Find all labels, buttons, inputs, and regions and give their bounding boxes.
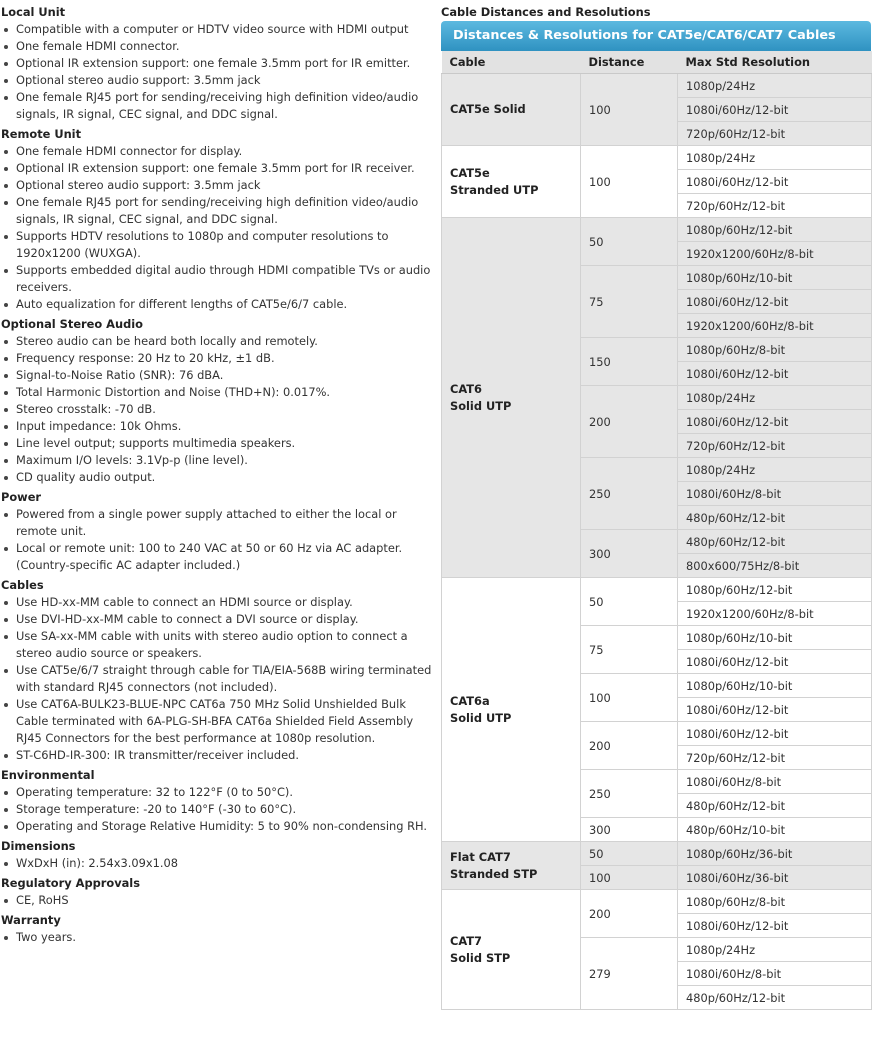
- spec-item: One female HDMI connector.: [1, 38, 433, 55]
- spec-list: [1, 929, 433, 946]
- spec-item: Two years.: [1, 929, 433, 946]
- distance-cell: 150: [581, 338, 678, 386]
- section-title: Dimensions: [1, 839, 76, 853]
- section-title: Cables: [1, 578, 44, 592]
- specifications-panel: [1, 4, 433, 946]
- resolution-cell: 1080i/60Hz/8-bit: [678, 770, 872, 794]
- cable-name-cell: Flat CAT7 Stranded STP: [442, 842, 581, 890]
- distance-cell: 100: [581, 74, 678, 146]
- resolution-cell: 1080p/24Hz: [678, 74, 872, 98]
- spec-item: Use DVI-HD-xx-MM cable to connect a DVI source or display.: [1, 611, 433, 628]
- table-row: [442, 578, 872, 602]
- resolution-cell: 1080i/60Hz/12-bit: [678, 290, 872, 314]
- resolution-cell: 1080i/60Hz/12-bit: [678, 170, 872, 194]
- spec-item: Local or remote unit: 100 to 240 VAC at 50 or 60 Hz via AC adapter. (Country-specific AC adapter included.): [1, 540, 433, 574]
- resolution-cell: 720p/60Hz/12-bit: [678, 122, 872, 146]
- resolution-cell: 1080p/24Hz: [678, 386, 872, 410]
- spec-item: Stereo audio can be heard both locally and remotely.: [1, 333, 433, 350]
- resolution-cell: 1080i/60Hz/12-bit: [678, 914, 872, 938]
- cable-distances-table: [441, 51, 872, 1010]
- resolution-cell: 1920x1200/60Hz/8-bit: [678, 602, 872, 626]
- section-title: Local Unit: [1, 5, 66, 19]
- spec-item: Optional IR extension support: one female 3.5mm port for IR receiver.: [1, 160, 433, 177]
- resolution-cell: 1080p/60Hz/10-bit: [678, 626, 872, 650]
- resolution-cell: 1080p/60Hz/10-bit: [678, 674, 872, 698]
- section-title: Power: [1, 490, 42, 504]
- resolution-cell: 1080i/60Hz/12-bit: [678, 98, 872, 122]
- resolution-cell: 1080i/60Hz/12-bit: [678, 698, 872, 722]
- resolution-cell: 1080i/60Hz/12-bit: [678, 650, 872, 674]
- spec-list: [1, 892, 433, 909]
- spec-list: [1, 855, 433, 872]
- resolution-cell: 1080p/24Hz: [678, 146, 872, 170]
- spec-item: Optional IR extension support: one female 3.5mm port for IR emitter.: [1, 55, 433, 72]
- section-title: Optional Stereo Audio: [1, 317, 143, 331]
- resolution-cell: 1080p/60Hz/12-bit: [678, 218, 872, 242]
- spec-item: Supports embedded digital audio through HDMI compatible TVs or audio receivers.: [1, 262, 433, 296]
- spec-list: [1, 594, 433, 764]
- distance-cell: 100: [581, 866, 678, 890]
- distance-cell: 100: [581, 674, 678, 722]
- table-banner: Distances & Resolutions for CAT5e/CAT6/CAT7 Cables: [441, 21, 871, 51]
- resolution-cell: 1920x1200/60Hz/8-bit: [678, 242, 872, 266]
- table-header-row: [442, 51, 872, 74]
- resolution-cell: 1080i/60Hz/8-bit: [678, 482, 872, 506]
- section-title: Warranty: [1, 913, 61, 927]
- distance-cell: 100: [581, 146, 678, 218]
- table-row: [442, 218, 872, 242]
- spec-item: Frequency response: 20 Hz to 20 kHz, ±1 dB.: [1, 350, 433, 367]
- cable-distances-panel: [441, 4, 871, 1010]
- resolution-cell: 1080p/60Hz/8-bit: [678, 338, 872, 362]
- resolution-cell: 1080i/60Hz/12-bit: [678, 722, 872, 746]
- spec-item: Use CAT6A-BULK23-BLUE-NPC CAT6a 750 MHz Solid Unshielded Bulk Cable terminated with 6A-PLG-SH-BFA CAT6a Shielded Field Assembly RJ45 Connectors for the best performance at 1080p resolution.: [1, 696, 433, 747]
- cable-name-cell: CAT6a Solid UTP: [442, 578, 581, 842]
- distance-cell: 50: [581, 578, 678, 626]
- distance-cell: 279: [581, 938, 678, 1010]
- resolution-cell: 480p/60Hz/12-bit: [678, 794, 872, 818]
- spec-item: Optional stereo audio support: 3.5mm jack: [1, 177, 433, 194]
- spec-item: Line level output; supports multimedia speakers.: [1, 435, 433, 452]
- spec-item: Operating temperature: 32 to 122°F (0 to 50°C).: [1, 784, 433, 801]
- resolution-cell: 1080i/60Hz/36-bit: [678, 866, 872, 890]
- table-row: [442, 146, 872, 170]
- spec-item: One female RJ45 port for sending/receiving high definition video/audio signals, IR signal, CEC signal, and DDC signal.: [1, 194, 433, 228]
- resolution-cell: 480p/60Hz/12-bit: [678, 506, 872, 530]
- distance-cell: 200: [581, 386, 678, 458]
- resolution-cell: 1080i/60Hz/12-bit: [678, 410, 872, 434]
- cable-name-cell: CAT5e Stranded UTP: [442, 146, 581, 218]
- distance-cell: 300: [581, 530, 678, 578]
- spec-list: [1, 784, 433, 835]
- spec-item: Total Harmonic Distortion and Noise (THD+N): 0.017%.: [1, 384, 433, 401]
- spec-item: Maximum I/O levels: 3.1Vp-p (line level).: [1, 452, 433, 469]
- resolution-cell: 720p/60Hz/12-bit: [678, 434, 872, 458]
- table-row: [442, 842, 872, 866]
- distance-cell: 75: [581, 626, 678, 674]
- column-header-max-resolution: Max Std Resolution: [678, 51, 872, 74]
- distance-cell: 250: [581, 458, 678, 530]
- distance-cell: 50: [581, 218, 678, 266]
- resolution-cell: 720p/60Hz/12-bit: [678, 194, 872, 218]
- spec-list: [1, 143, 433, 313]
- spec-item: Auto equalization for different lengths of CAT5e/6/7 cable.: [1, 296, 433, 313]
- resolution-cell: 1080p/60Hz/8-bit: [678, 890, 872, 914]
- section-title: Regulatory Approvals: [1, 876, 140, 890]
- spec-item: One female HDMI connector for display.: [1, 143, 433, 160]
- distance-cell: 300: [581, 818, 678, 842]
- distance-cell: 200: [581, 890, 678, 938]
- resolution-cell: 1080i/60Hz/8-bit: [678, 962, 872, 986]
- spec-list: [1, 21, 433, 123]
- spec-list: [1, 506, 433, 574]
- cable-name-cell: CAT7 Solid STP: [442, 890, 581, 1010]
- spec-list: [1, 333, 433, 486]
- spec-item: Use SA-xx-MM cable with units with stereo audio option to connect a stereo audio source or speakers.: [1, 628, 433, 662]
- cable-name-cell: CAT6 Solid UTP: [442, 218, 581, 578]
- distance-cell: 75: [581, 266, 678, 338]
- distance-cell: 250: [581, 770, 678, 818]
- resolution-cell: 800x600/75Hz/8-bit: [678, 554, 872, 578]
- spec-item: Compatible with a computer or HDTV video source with HDMI output: [1, 21, 433, 38]
- resolution-cell: 1080p/60Hz/12-bit: [678, 578, 872, 602]
- spec-item: One female RJ45 port for sending/receiving high definition video/audio signals, IR signal, CEC signal, and DDC signal.: [1, 89, 433, 123]
- resolution-cell: 1920x1200/60Hz/8-bit: [678, 314, 872, 338]
- spec-item: Supports HDTV resolutions to 1080p and computer resolutions to 1920x1200 (WUXGA).: [1, 228, 433, 262]
- cable-distances-heading: Cable Distances and Resolutions: [441, 5, 651, 19]
- resolution-cell: 1080p/60Hz/36-bit: [678, 842, 872, 866]
- spec-item: Optional stereo audio support: 3.5mm jack: [1, 72, 433, 89]
- spec-item: Operating and Storage Relative Humidity: 5 to 90% non-condensing RH.: [1, 818, 433, 835]
- distance-cell: 200: [581, 722, 678, 770]
- resolution-cell: 1080i/60Hz/12-bit: [678, 362, 872, 386]
- table-row: [442, 74, 872, 98]
- spec-item: Use CAT5e/6/7 straight through cable for TIA/EIA-568B wiring terminated with standard RJ45 connectors (not included).: [1, 662, 433, 696]
- distance-cell: 50: [581, 842, 678, 866]
- column-header-cable: Cable: [442, 51, 581, 74]
- spec-item: Stereo crosstalk: -70 dB.: [1, 401, 433, 418]
- spec-item: WxDxH (in): 2.54x3.09x1.08: [1, 855, 433, 872]
- spec-item: Signal-to-Noise Ratio (SNR): 76 dBA.: [1, 367, 433, 384]
- column-header-distance: Distance: [581, 51, 678, 74]
- resolution-cell: 480p/60Hz/10-bit: [678, 818, 872, 842]
- spec-item: Input impedance: 10k Ohms.: [1, 418, 433, 435]
- cable-name-cell: CAT5e Solid: [442, 74, 581, 146]
- resolution-cell: 720p/60Hz/12-bit: [678, 746, 872, 770]
- spec-item: ST-C6HD-IR-300: IR transmitter/receiver included.: [1, 747, 433, 764]
- resolution-cell: 480p/60Hz/12-bit: [678, 986, 872, 1010]
- section-title: Environmental: [1, 768, 95, 782]
- spec-item: CE, RoHS: [1, 892, 433, 909]
- section-title: Remote Unit: [1, 127, 82, 141]
- spec-item: Use HD-xx-MM cable to connect an HDMI source or display.: [1, 594, 433, 611]
- spec-item: Storage temperature: -20 to 140°F (-30 to 60°C).: [1, 801, 433, 818]
- resolution-cell: 480p/60Hz/12-bit: [678, 530, 872, 554]
- resolution-cell: 1080p/60Hz/10-bit: [678, 266, 872, 290]
- table-row: [442, 890, 872, 914]
- resolution-cell: 1080p/24Hz: [678, 938, 872, 962]
- resolution-cell: 1080p/24Hz: [678, 458, 872, 482]
- spec-item: Powered from a single power supply attached to either the local or remote unit.: [1, 506, 433, 540]
- spec-item: CD quality audio output.: [1, 469, 433, 486]
